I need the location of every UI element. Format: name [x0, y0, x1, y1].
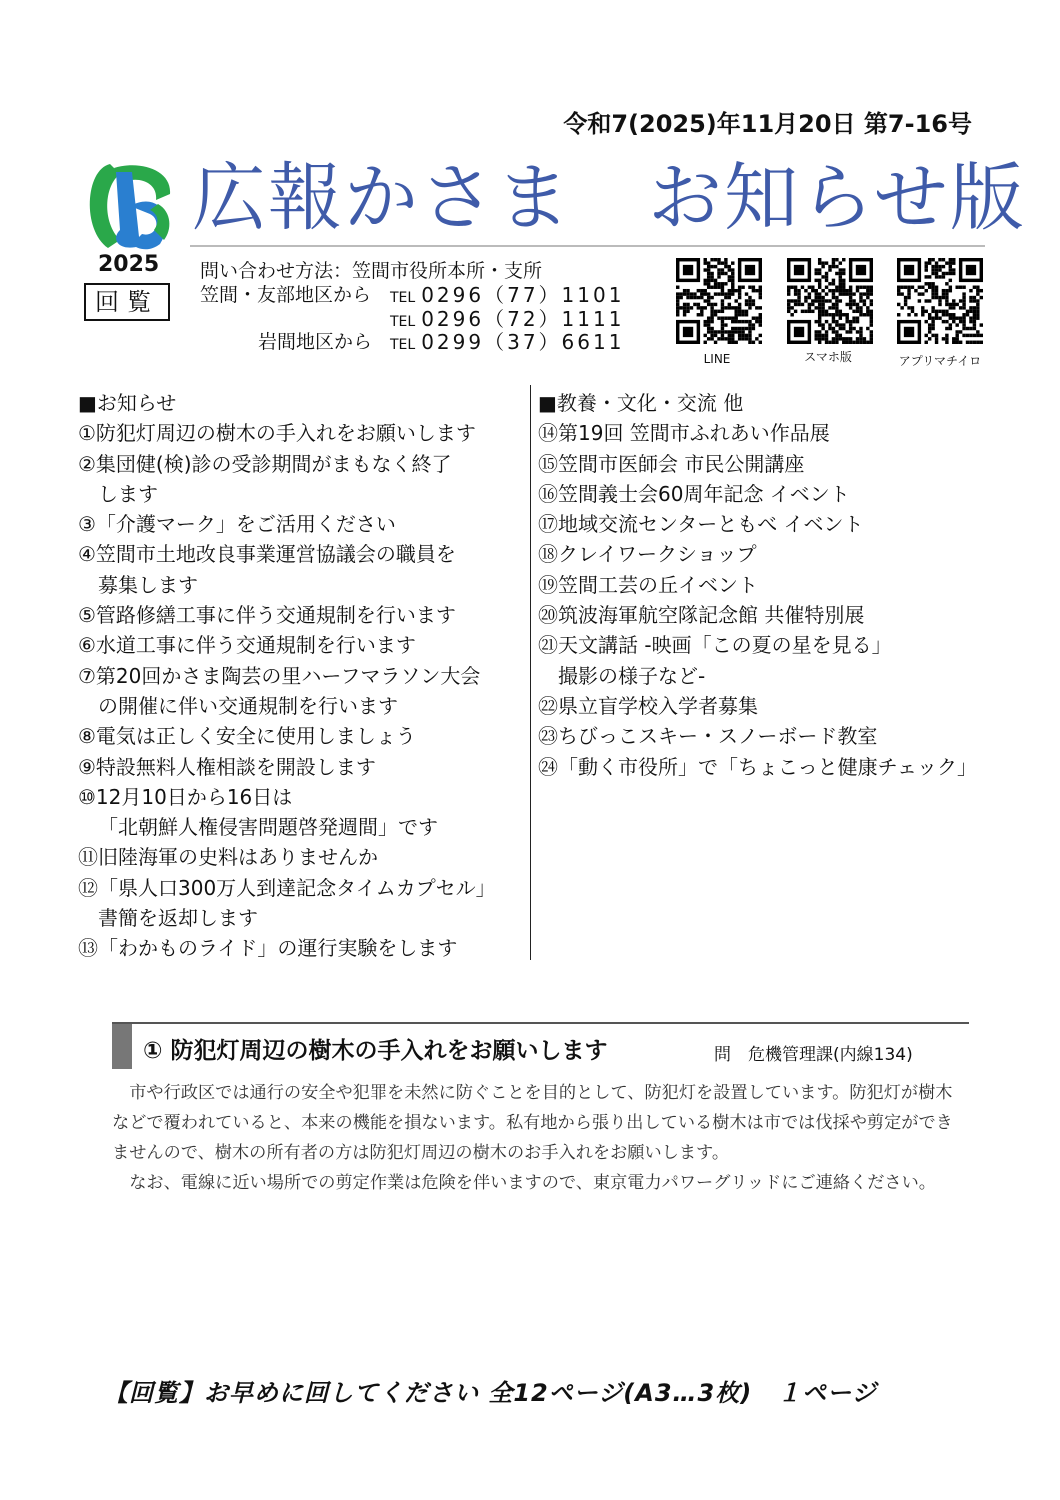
- paragraph: 市や行政区では通行の安全や犯罪を未然に防ぐことを目的として、防犯灯を設置しています。防犯灯が樹木などで覆われていると、本来の機能を損ないます。私有地から張り出している樹木は市では伐採や剪定ができませんので、樹木の所有者の方は防犯灯周辺の樹木のお手入れをお願いします。: [112, 1083, 953, 1163]
- toc-item[interactable]: 募集します: [98, 572, 198, 597]
- qr-label: LINE: [703, 352, 731, 366]
- toc-item[interactable]: ②集団健(検)診の受診期間がまもなく終了: [78, 451, 452, 476]
- section-rule: [112, 1022, 969, 1024]
- toc-item[interactable]: ①防犯灯周辺の樹木の手入れをお願いします: [78, 421, 476, 446]
- toc-item[interactable]: ㉓ちびっこスキー・スノーボード教室: [538, 724, 878, 749]
- toc-heading: ■教養・文化・交流 他: [538, 391, 744, 415]
- toc-item[interactable]: ⑳筑波海軍航空隊記念館 共催特別展: [538, 603, 865, 628]
- year-label: 2025: [98, 252, 160, 277]
- toc-item[interactable]: ⑭第19回 笠間市ふれあい作品展: [538, 421, 830, 446]
- kairan-box: 回覧: [84, 283, 170, 321]
- toc-item[interactable]: ⑪旧陸海軍の史料はありませんか: [78, 845, 378, 870]
- toc-item[interactable]: ④笠間市土地改良事業運営協議会の職員を: [78, 542, 456, 567]
- column-divider: [530, 385, 531, 960]
- kasama-logo-icon: [80, 160, 176, 252]
- title-rule: [190, 245, 985, 247]
- toc-item[interactable]: ⑦第20回かさま陶芸の里ハーフマラソン大会: [78, 663, 481, 688]
- article-contact: 問 危機管理課(内線134): [714, 1045, 913, 1065]
- toc-item[interactable]: します: [98, 481, 158, 506]
- qr-code-machiiro[interactable]: [897, 258, 983, 344]
- toc-item[interactable]: ㉒県立盲学校入学者募集: [538, 693, 758, 718]
- toc-culture: [538, 388, 977, 782]
- newsletter-title: 広報かさま お知らせ版: [192, 155, 1026, 241]
- article-title: ① 防犯灯周辺の樹木の手入れをお願いします: [143, 1038, 608, 1064]
- toc-item[interactable]: ⑱クレイワークショップ: [538, 542, 757, 567]
- toc-item[interactable]: 「北朝鮮人権侵害問題啓発週間」です: [98, 815, 438, 840]
- article-body: [112, 1078, 962, 1198]
- footer-note: 【回覧】お早めに回してください 全12ページ(A3…3枚) １ページ: [104, 1379, 877, 1407]
- toc-item[interactable]: ⑥水道工事に伴う交通規制を行います: [78, 633, 416, 658]
- toc-item[interactable]: ⑯笠間義士会60周年記念 イベント: [538, 481, 850, 506]
- phone-number: TEL 0296（72）1111: [390, 307, 625, 331]
- area-label: 笠間・友部地区から: [200, 284, 372, 306]
- phone-number: TEL 0299（37）6611: [390, 330, 625, 354]
- toc-item[interactable]: ⑩12月10日から16日は: [78, 784, 293, 809]
- qr-code-smartphone[interactable]: [787, 258, 873, 344]
- toc-item[interactable]: ⑤管路修繕工事に伴う交通規制を行います: [78, 603, 456, 628]
- contact-label: 問い合わせ方法：笠間市役所本所・支所: [200, 260, 543, 282]
- toc-item[interactable]: ⑬「わかものライド」の運行実験をします: [78, 936, 458, 961]
- toc-item[interactable]: ⑧電気は正しく安全に使用しましょう: [78, 724, 416, 749]
- toc-item[interactable]: ㉑天文講話 ‐映画「この夏の星を見る」: [538, 633, 892, 658]
- toc-item[interactable]: 書簡を返却します: [98, 906, 258, 931]
- toc-item[interactable]: ㉔「動く市役所」で「ちょこっと健康チェック」: [538, 754, 977, 779]
- toc-item[interactable]: ⑮笠間市医師会 市民公開講座: [538, 451, 805, 476]
- toc-item[interactable]: ⑰地域交流センターともべ イベント: [538, 512, 864, 537]
- toc-item[interactable]: ⑨特設無料人権相談を開設します: [78, 754, 376, 779]
- qr-label: スマホ版: [804, 350, 852, 364]
- toc-item[interactable]: ⑲笠間工芸の丘イベント: [538, 572, 758, 597]
- toc-notices: [78, 388, 496, 964]
- area-label: 岩間地区から: [258, 331, 373, 353]
- qr-label: アプリマチイロ: [898, 354, 982, 368]
- toc-item[interactable]: 撮影の様子など‐: [558, 663, 706, 688]
- issue-date: 令和7(2025)年11月20日 第7-16号: [563, 110, 972, 138]
- phone-number: TEL 0296（77）1101: [390, 283, 625, 307]
- paragraph: なお、電線に近い場所での剪定作業は危険を伴いますので、東京電力パワーグリッドにご連絡ください。: [129, 1173, 936, 1193]
- toc-item[interactable]: ⑫「県人口300万人到達記念タイムカプセル」: [78, 875, 496, 900]
- toc-heading: ■お知らせ: [78, 391, 177, 415]
- toc-item[interactable]: の開催に伴い交通規制を行います: [98, 693, 398, 718]
- qr-code-line[interactable]: [676, 258, 762, 344]
- section-bar: [112, 1024, 132, 1069]
- toc-item[interactable]: ③「介護マーク」をご活用ください: [78, 512, 396, 537]
